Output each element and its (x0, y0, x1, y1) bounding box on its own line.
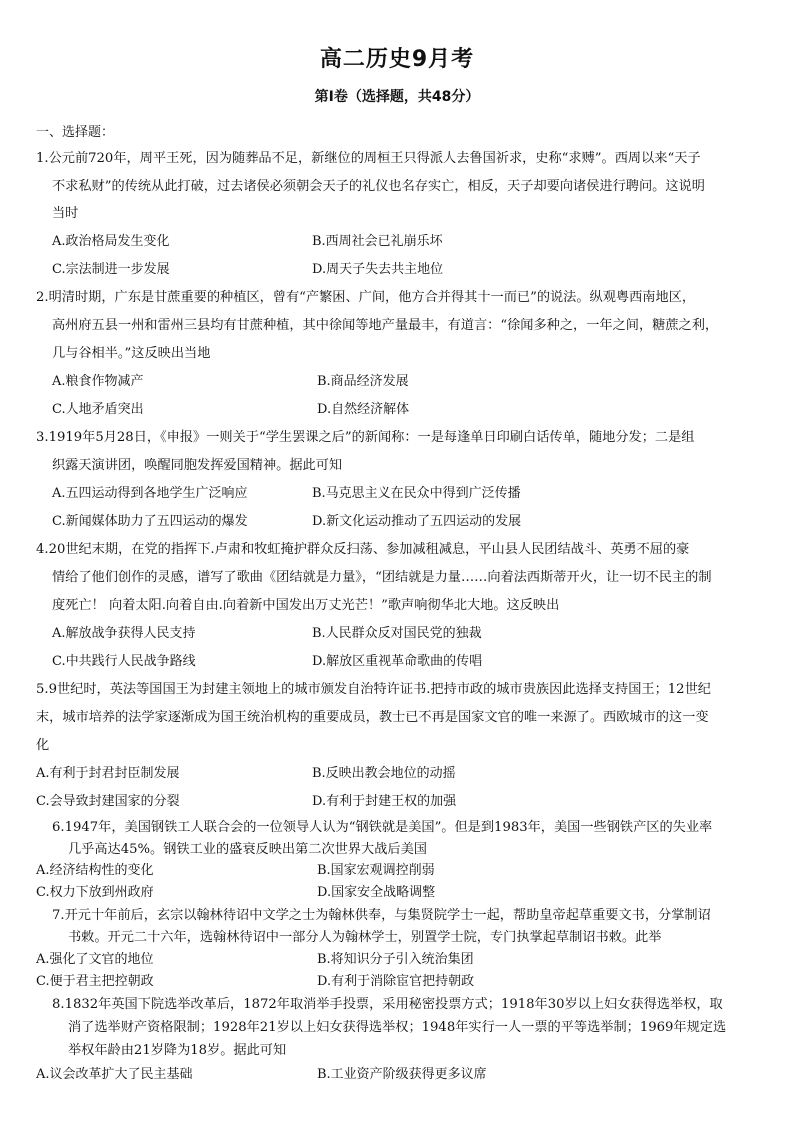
question-1-option-b: B.西周社会已礼崩乐坏 (312, 234, 443, 249)
question-4-option-d: D.解放区重视革命歌曲的传唱 (312, 654, 483, 669)
question-5-line-2: 末，城市培养的法学家逐渐成为国王统治机构的重要成员，教士已不再是国家文官的唯一来源了。西欧城市的这一变 (36, 710, 709, 725)
question-1-option-d: D.周天子失去共主地位 (312, 262, 444, 277)
question-7-option-c: C.便于君主把控朝政 (36, 974, 154, 989)
question-5-line-1: 5.9世纪时，英法等国国王为封建主领地上的城市颁发自治特许证书.把持市政的城市贵族因此选择支持国王；12世纪 (36, 682, 711, 697)
question-8-line-2: 消了选举财产资格限制；1928年21岁以上妇女获得选举权；1948年实行一人一票的平等选举制；1969年规定选 (68, 1020, 727, 1035)
question-2-option-c: C.人地矛盾突出 (52, 402, 144, 417)
question-2-line-2: 高州府五县一州和雷州三县均有甘蔗种植，其中徐闻等地产量最丰，有道言：“徐闻多种之，一年之间，糖蔗之利， (52, 318, 719, 333)
question-3-line-1: 3.1919年5月28日，《申报》一则关于“学生罢课之后”的新闻称：一是每逢单日印刷白话传单，随地分发；二是组 (36, 430, 695, 445)
question-6-option-a: A.经济结构性的变化 (36, 863, 154, 878)
section-heading: 一、选择题： (36, 125, 115, 140)
question-3-line-2: 织露天演讲团，唤醒同胞发挥爱国精神。据此可知 (52, 458, 343, 473)
question-6-line-2: 几乎高达45%。钢铁工业的盛衰反映出第二次世界大战后美国 (68, 842, 427, 857)
page-title: 高二历史9月考 (319, 47, 475, 72)
question-5-option-b: B.反映出教会地位的动摇 (312, 766, 456, 781)
question-6-line-1: 6.1947年，美国钢铁工人联合会的一位领导人认为“钢铁就是美国”。但是到1983年，美国一些钢铁产区的失业率 (52, 820, 713, 835)
question-3-option-d: D.新文化运动推动了五四运动的发展 (312, 514, 522, 529)
question-2-line-1: 2.明清时期，广东是甘蔗重要的种植区，曾有“产繁困、广间，他方合并得其十一而已”的说法。纵观粤西南地区， (36, 290, 696, 305)
question-8-line-1: 8.1832年英国下院选举改革后，1872年取消举手投票，采用秘密投票方式；1918年30岁以上妇女获得选举权，取 (52, 997, 723, 1012)
question-7-option-a: A.强化了文官的地位 (36, 952, 154, 967)
question-3-option-c: C.新闻媒体助力了五四运动的爆发 (52, 514, 248, 529)
question-8-option-b: B.工业资产阶级获得更多议席 (317, 1067, 487, 1082)
question-4-option-b: B.人民群众反对国民党的独裁 (312, 626, 482, 641)
page-subtitle: 第Ⅰ卷（选择题，共48分） (314, 89, 480, 105)
question-5-option-d: D.有利于封建王权的加强 (312, 794, 457, 809)
question-7-option-b: B.将知识分子引入统治集团 (317, 952, 474, 967)
question-6-option-b: B.国家宏观调控削弱 (317, 863, 435, 878)
question-6-option-c: C.权力下放到州政府 (36, 885, 154, 900)
question-2-option-d: D.自然经济解体 (317, 402, 410, 417)
question-2-option-b: B.商品经济发展 (317, 374, 409, 389)
question-5-option-c: C.会导致封建国家的分裂 (36, 794, 180, 809)
question-5-option-a: A.有利于封君封臣制发展 (36, 766, 180, 781)
question-5-line-3: 化 (36, 738, 50, 753)
question-2-option-a: A.粮食作物减产 (52, 374, 144, 389)
question-1-line-1: 1.公元前720年，周平王死，因为随葬品不足，新继位的周桓王只得派人去鲁国祈求，史称“求赙”。西周以来“天子 (36, 151, 701, 166)
question-1-line-3: 当时 (52, 206, 79, 221)
question-4-option-a: A.解放战争获得人民支持 (52, 626, 196, 641)
question-2-line-3: 几与谷相半。”这反映出当地 (52, 346, 211, 361)
question-4-line-1: 4.20世纪末期，在党的指挥下.卢肃和牧虹掩护群众反扫荡、参加减租减息，平山县人民团结战斗、英勇不屈的豪 (36, 542, 690, 557)
question-4-option-c: C.中共践行人民战争路线 (52, 654, 196, 669)
question-7-line-1: 7.开元十年前后，玄宗以翰林待诏中文学之士为翰林供奉，与集贤院学士一起，帮助皇帝起草重要文书，分掌制诏 (52, 908, 711, 923)
question-8-option-a: A.议会改革扩大了民主基础 (36, 1067, 193, 1082)
question-3-option-b: B.马克思主义在民众中得到广泛传播 (312, 486, 521, 501)
question-6-option-d: D.国家安全战略调整 (317, 885, 436, 900)
question-4-line-3: 度死亡！ 向着太阳.向着自由.向着新中国发出万丈光芒！”歌声响彻华北大地。这反映出 (52, 598, 560, 613)
question-3-option-a: A.五四运动得到各地学生广泛响应 (52, 486, 248, 501)
question-7-line-2: 书敕。开元二十六年，选翰林待诏中一部分人为翰林学士，别置学士院，专门执掌起草制诏书敕。此举 (68, 930, 662, 945)
question-7-option-d: D.有利于消除宦官把持朝政 (317, 974, 475, 989)
question-1-option-c: C.宗法制进一步发展 (52, 262, 170, 277)
question-1-line-2: 不求私财”的传统从此打破，过去诸侯必须朝会天子的礼仪也名存实亡，相反，天子却要向诸侯进行聘问。这说明 (52, 179, 705, 194)
question-8-line-3: 举权年龄由21岁降为18岁。据此可知 (68, 1043, 287, 1058)
question-4-line-2: 情给了他们创作的灵感，谱写了歌曲《团结就是力量》，“团结就是力量……向着法西斯蒂开火，让一切不民主的制 (52, 570, 712, 585)
question-1-option-a: A.政治格局发生变化 (52, 234, 170, 249)
